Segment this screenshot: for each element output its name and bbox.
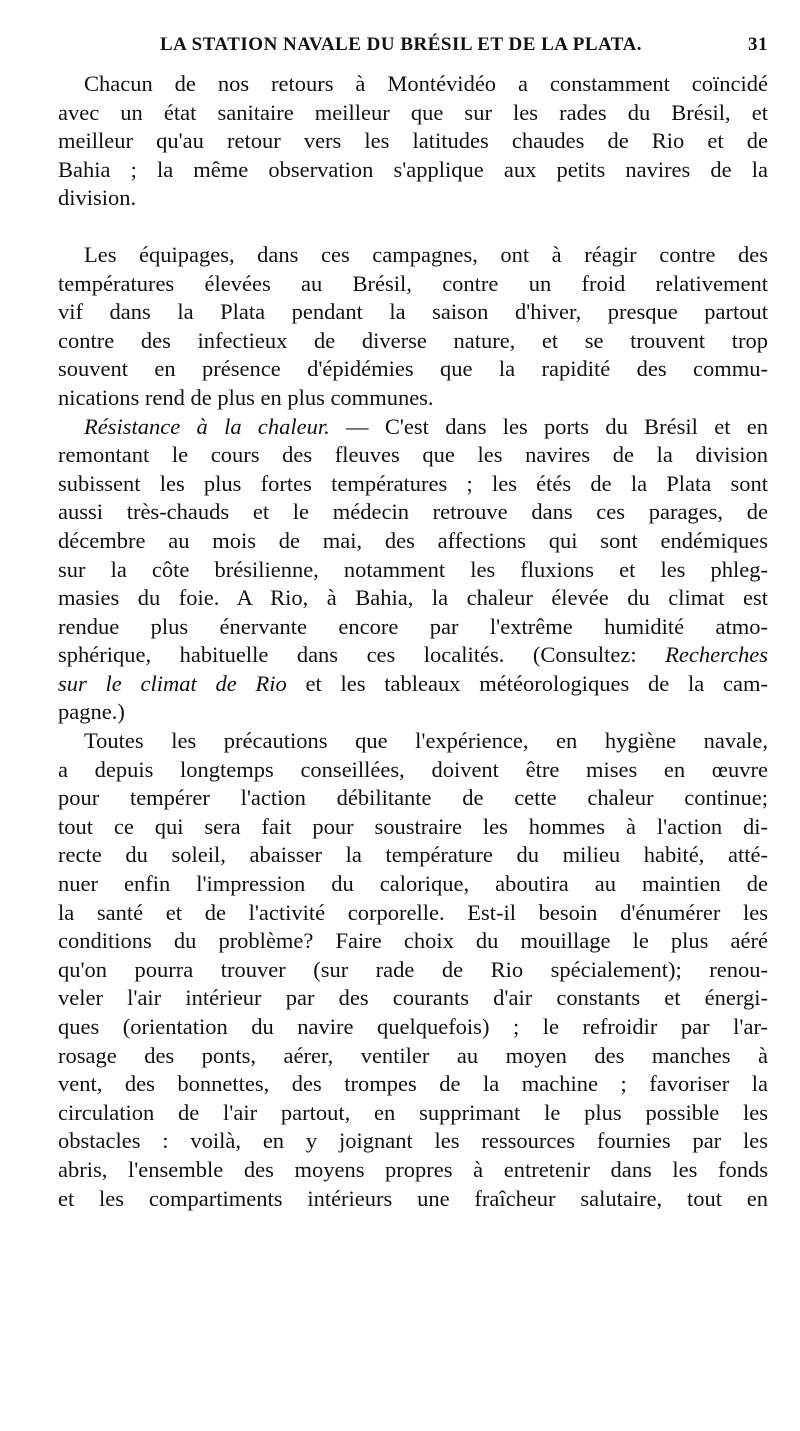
text-line: veler l'air intérieur par des courants d'air constants et énergi- <box>58 985 768 1011</box>
paragraph-gap <box>58 213 768 241</box>
text-line: températures élevées au Brésil, contre un froid relativement <box>58 270 768 296</box>
text-line: recte du soleil, abaisser la température du milieu habité, atté- <box>58 842 768 868</box>
text-line: division. <box>58 185 137 211</box>
text-line: nications rend de plus en plus communes. <box>58 384 434 410</box>
text-line: meilleur qu'au retour vers les latitudes chaudes de Rio et de <box>58 128 768 154</box>
running-title: LA STATION NAVALE DU BRÉSIL ET DE LA PLATA. <box>160 34 643 55</box>
text-line: subissent les plus fortes températures ; les étés de la Plata sont <box>58 470 768 496</box>
text-line: pour tempérer l'action débilitante de cette chaleur continue; <box>58 785 768 811</box>
text-line: sur la côte brésilienne, notamment les fluxions et les phleg- <box>58 556 768 582</box>
text-line: Chacun de nos retours à Montévidéo a constamment coïncidé <box>84 71 768 96</box>
text-line: remontant le cours des fleuves que les navires de la division <box>58 442 768 468</box>
text-line: aussi très-chauds et le médecin retrouve dans ces parages, de <box>58 499 768 525</box>
text-line: Bahia ; la même observation s'applique aux petits navires de la <box>58 156 768 182</box>
section-heading: Résistance à la chaleur. <box>84 413 330 439</box>
running-header <box>60 34 768 62</box>
text-line: qu'on pourra trouver (sur rade de Rio spécialement); renou- <box>58 956 768 982</box>
text-line: tout ce qui sera fait pour soustraire les hommes à l'action di- <box>58 813 768 839</box>
text-line: Les équipages, dans ces campagnes, ont à réagir contre des <box>84 241 768 267</box>
text-run: — C'est dans les ports du Brésil et en <box>329 413 768 439</box>
text-line: conditions du problème? Faire choix du mouillage le plus aéré <box>58 928 768 954</box>
text-line: masies du foie. A Rio, à Bahia, la chaleur élevée du climat est <box>58 585 768 611</box>
citation-italic: sur le climat de Rio <box>58 670 287 696</box>
text-line <box>58 641 768 670</box>
page-number: 31 <box>748 34 768 55</box>
text-line: souvent en présence d'épidémies que la rapidité des commu- <box>58 356 768 382</box>
paragraph-4 <box>58 727 768 1213</box>
text-line: rendue plus énervante encore par l'extrême humidité atmo- <box>58 613 768 639</box>
text-line: circulation de l'air partout, en supprimant le plus possible les <box>58 1099 768 1125</box>
text-line: ques (orientation du navire quelquefois) ; le refroidir par l'ar- <box>58 1014 768 1039</box>
body-text <box>58 70 768 1213</box>
citation-italic: Recherches <box>665 642 768 668</box>
text-line: nuer enfin l'impression du calorique, aboutira au maintien de <box>58 871 768 897</box>
text-line: avec un état sanitaire meilleur que sur les rades du Brésil, et <box>58 99 768 125</box>
text-line: a depuis longtemps conseillées, doivent être mises en œuvre <box>58 756 768 782</box>
text-line: pagne.) <box>58 699 125 725</box>
paragraph-2 <box>58 241 768 413</box>
text-line: décembre au mois de mai, des affections qui sont endémiques <box>58 527 768 553</box>
text-line <box>58 413 768 442</box>
text-line: et les compartiments intérieurs une fraîcheur salutaire, tout en <box>58 1185 768 1211</box>
text-run: sphérique, habituelle dans ces localités. (Consultez: <box>58 642 666 668</box>
text-line: abris, l'ensemble des moyens propres à entretenir dans les fonds <box>58 1156 768 1182</box>
text-line: obstacles : voilà, en y joignant les ressources fournies par les <box>58 1128 768 1154</box>
text-line: vent, des bonnettes, des trompes de la machine ; favoriser la <box>58 1071 768 1097</box>
paragraph-1 <box>58 70 768 213</box>
text-line: rosage des ponts, aérer, ventiler au moyen des manches à <box>58 1042 768 1068</box>
text-line <box>58 670 768 699</box>
text-line: contre des infectieux de diverse nature, et se trouvent trop <box>58 327 768 353</box>
text-run: et les tableaux météorologiques de la cam- <box>286 670 768 696</box>
text-line: vif dans la Plata pendant la saison d'hiver, presque partout <box>58 299 768 325</box>
text-line: la santé et de l'activité corporelle. Est-il besoin d'énumérer les <box>58 899 768 925</box>
text-line: Toutes les précautions que l'expérience, en hygiène navale, <box>84 728 768 754</box>
paragraph-3 <box>58 413 768 728</box>
